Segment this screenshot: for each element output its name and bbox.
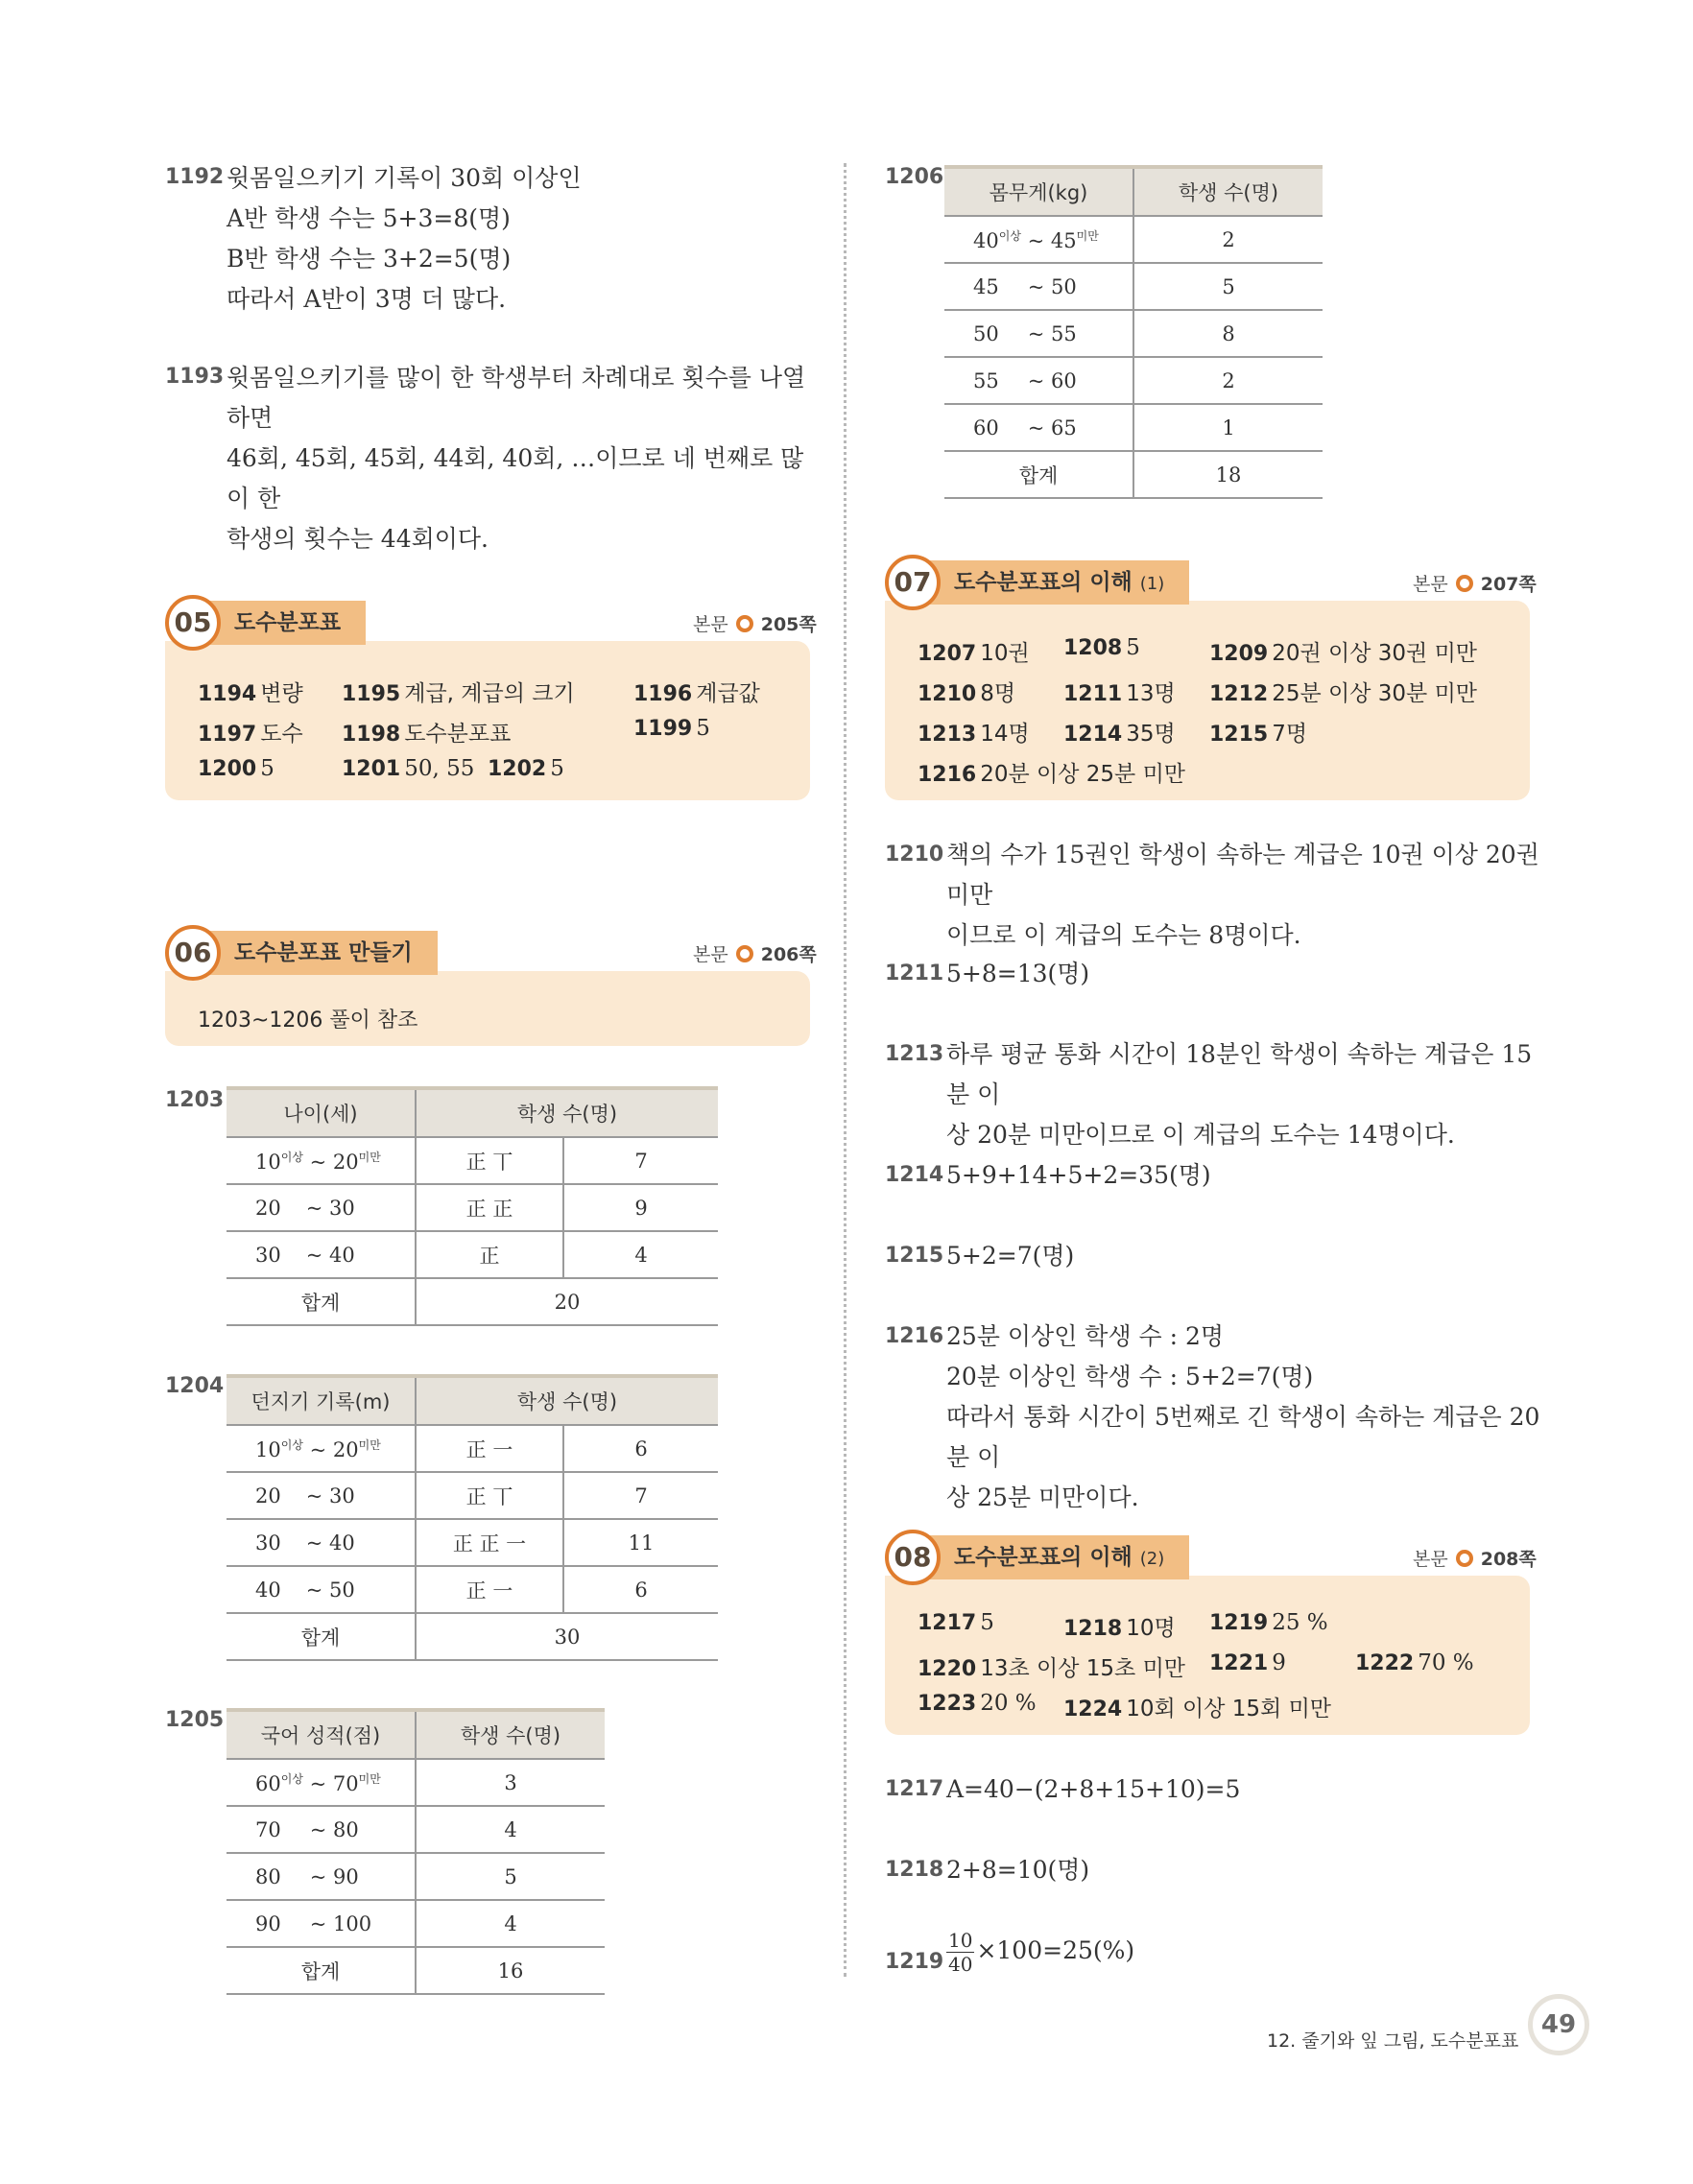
table-total-row <box>227 1278 718 1325</box>
answer-value: 14명 <box>980 722 1030 747</box>
table-row <box>944 357 1323 404</box>
class-interval: 20 ~ 30 <box>227 1184 416 1231</box>
solution-1193 <box>227 358 812 559</box>
answer-value: 5 <box>696 716 710 741</box>
table-row <box>227 1231 718 1278</box>
problem-number-1211: 1211 <box>885 961 944 985</box>
table-row <box>227 1853 605 1900</box>
frequency-cell: 1 <box>1133 404 1323 451</box>
class-interval: $60^{이상}$ ~ $70^{미만}$ <box>227 1759 416 1806</box>
answer-number: 1211 <box>1063 682 1123 706</box>
table-total-row <box>227 1947 605 1994</box>
class-interval: $10^{이상}$ ~ $20^{미만}$ <box>227 1137 416 1184</box>
solution-line: 학생의 횟수는 44회이다. <box>227 525 489 553</box>
total-label: 합계 <box>227 1278 416 1325</box>
class-interval: 45 ~ 50 <box>944 263 1133 310</box>
answer-number: 1222 <box>1355 1651 1415 1675</box>
solution-line: 윗몸일으키기를 많이 한 학생부터 차례대로 횟수를 나열하면 <box>227 364 806 432</box>
column-header: 학생 수(명) <box>416 1710 605 1759</box>
answer-number: 1195 <box>342 682 401 706</box>
answer-item <box>1209 1650 1286 1675</box>
answer-value: 25분 이상 30분 미만 <box>1272 681 1478 706</box>
total-label: 합계 <box>944 451 1133 498</box>
arrow-circle-icon <box>1456 575 1473 592</box>
answer-value: 계급, 계급의 크기 <box>404 681 575 706</box>
problem-number-1213: 1213 <box>885 1042 944 1066</box>
frequency-table-1203 <box>227 1086 718 1326</box>
answer-number: 1200 <box>198 757 257 781</box>
column-header: 학생 수(명) <box>1133 167 1323 216</box>
answer-value: 10회 이상 15회 미만 <box>1126 1697 1332 1721</box>
frequency-cell: 2 <box>1133 357 1323 404</box>
answer-item <box>918 1610 994 1635</box>
solution-1215 <box>946 1236 1074 1276</box>
solution-line: 윗몸일으키기 기록이 30회 이상인 <box>227 164 582 192</box>
answer-number: 1194 <box>198 682 257 706</box>
answer-number: 1217 <box>918 1611 977 1635</box>
table-row <box>227 1759 605 1806</box>
reference-page: 206쪽 <box>760 944 817 965</box>
page-reference-06 <box>693 940 817 966</box>
solution-line: 5+2=7(명) <box>946 1242 1075 1270</box>
reference-label: 본문 <box>1413 574 1448 595</box>
answer-value: 5 <box>550 756 564 781</box>
arrow-circle-icon <box>736 615 753 632</box>
frequency-cell: 7 <box>563 1137 718 1184</box>
frequency-cell: 7 <box>563 1472 718 1519</box>
tally-cell: 正 一 <box>416 1566 563 1613</box>
problem-number-1206: 1206 <box>885 165 944 189</box>
table-header-row <box>227 1088 718 1137</box>
class-interval: $40^{이상}$ ~ $45^{미만}$ <box>944 216 1133 263</box>
solution-line: 2+8=10(명) <box>946 1856 1090 1884</box>
answer-number: 1221 <box>1209 1651 1269 1675</box>
arrow-circle-icon <box>736 945 753 962</box>
frequency-cell: 11 <box>563 1519 718 1566</box>
class-interval: 80 ~ 90 <box>227 1853 416 1900</box>
answer-item <box>1063 1610 1176 1642</box>
solution-line: 하루 평균 통화 시간이 18분인 학생이 속하는 계급은 15분 이 <box>946 1040 1533 1108</box>
table-row <box>944 310 1323 357</box>
answer-item <box>918 756 1185 788</box>
column-header: 학생 수(명) <box>416 1376 718 1425</box>
answer-item <box>198 716 303 748</box>
answer-number: 1215 <box>1209 723 1269 747</box>
answer-value: 5 <box>260 756 274 781</box>
total-value: 18 <box>1133 451 1323 498</box>
solution-1218 <box>946 1850 1089 1890</box>
reference-label: 본문 <box>693 944 728 965</box>
solution-line: 25분 이상인 학생 수 : 2명 <box>946 1322 1225 1350</box>
problem-number-1210: 1210 <box>885 843 944 866</box>
total-label: 합계 <box>227 1613 416 1660</box>
solution-line: 5+8=13(명) <box>946 960 1090 987</box>
answer-number: 1216 <box>918 763 977 787</box>
problem-number-1219: 1219 <box>885 1950 944 1974</box>
total-value: 20 <box>416 1278 718 1325</box>
class-interval: 30 ~ 40 <box>227 1519 416 1566</box>
problem-number-1216: 1216 <box>885 1324 944 1348</box>
table-row <box>227 1425 718 1472</box>
answer-number: 1207 <box>918 642 977 666</box>
answer-item <box>1209 635 1477 667</box>
answer-value: 8명 <box>980 681 1016 706</box>
answer-item <box>918 635 1030 667</box>
answer-item <box>1063 676 1176 707</box>
frequency-cell: 3 <box>416 1759 605 1806</box>
solution-line: A반 학생 수는 5+3=8(명) <box>227 204 511 232</box>
reference-page: 207쪽 <box>1480 574 1537 595</box>
total-value: 30 <box>416 1613 718 1660</box>
reference-page: 208쪽 <box>1480 1549 1537 1570</box>
frequency-cell: 4 <box>416 1806 605 1853</box>
table-row <box>227 1519 718 1566</box>
page-number: 49 <box>1528 1994 1589 2055</box>
answer-value: 13초 이상 15초 미만 <box>980 1656 1186 1681</box>
answer-item <box>1063 635 1140 660</box>
class-interval: 50 ~ 55 <box>944 310 1133 357</box>
answer-number: 1223 <box>918 1692 977 1716</box>
solution-1192 <box>227 158 582 320</box>
answer-item <box>488 756 564 781</box>
section-number: 07 <box>885 555 941 610</box>
answer-item <box>1063 1691 1331 1722</box>
solution-line: 46회, 45회, 45회, 44회, 40회, …이므로 네 번째로 많이 한 <box>227 444 804 512</box>
answer-item <box>1063 716 1176 748</box>
class-interval: 55 ~ 60 <box>944 357 1133 404</box>
answer-number: 1213 <box>918 723 977 747</box>
frequency-cell: 6 <box>563 1425 718 1472</box>
answer-value: 13명 <box>1126 681 1176 706</box>
frequency-cell: 9 <box>563 1184 718 1231</box>
solution-line: 상 25분 미만이다. <box>946 1484 1139 1511</box>
answer-number: 1208 <box>1063 636 1123 660</box>
answer-value: 9 <box>1272 1650 1286 1675</box>
answer-item <box>342 716 511 748</box>
total-label: 합계 <box>227 1947 416 1994</box>
fraction <box>946 1929 974 1976</box>
column-header: 학생 수(명) <box>416 1088 718 1137</box>
solution-line: A=40−(2+8+15+10)=5 <box>946 1775 1241 1803</box>
problem-number-1217: 1217 <box>885 1777 944 1801</box>
section-title: 도수분포표 <box>194 601 366 645</box>
answer-value: 25 % <box>1272 1610 1328 1635</box>
column-header: 나이(세) <box>227 1088 416 1137</box>
table-row <box>944 216 1323 263</box>
table-row <box>227 1472 718 1519</box>
answer-number: 1199 <box>633 717 693 741</box>
answer-number: 1218 <box>1063 1617 1123 1641</box>
answer-value: 도수분포표 <box>404 722 512 747</box>
answer-number: 1212 <box>1209 682 1269 706</box>
answer-number: 1196 <box>633 682 693 706</box>
answer-item <box>633 676 760 707</box>
answer-value: 50, 55 <box>404 756 475 781</box>
solution-line: 따라서 A반이 3명 더 많다. <box>227 285 507 313</box>
answer-number: 1210 <box>918 682 977 706</box>
answer-value: 5 <box>980 1610 994 1635</box>
answer-value: 35명 <box>1126 722 1176 747</box>
answer-number: 1197 <box>198 723 257 747</box>
solution-1219 <box>946 1929 1134 1976</box>
frequency-cell: 4 <box>416 1900 605 1947</box>
solution-line: 5+9+14+5+2=35(명) <box>946 1161 1211 1189</box>
answer-value: 변량 <box>260 681 303 706</box>
problem-number-1192: 1192 <box>165 165 225 189</box>
answer-value: 20권 이상 30권 미만 <box>1272 641 1478 666</box>
table-header-row <box>227 1376 718 1425</box>
answer-value: 70 % <box>1418 1650 1474 1675</box>
answer-item <box>1209 716 1307 748</box>
problem-number-1205: 1205 <box>165 1708 225 1732</box>
solution-line: 상 20분 미만이므로 이 계급의 도수는 14명이다. <box>946 1121 1455 1149</box>
answer-item <box>1355 1650 1474 1675</box>
class-interval: 30 ~ 40 <box>227 1231 416 1278</box>
frequency-table-1204 <box>227 1374 718 1661</box>
solution-1211 <box>946 954 1089 994</box>
answer-number: 1224 <box>1063 1697 1123 1721</box>
reference-label: 본문 <box>693 614 728 635</box>
answer-item <box>342 756 474 781</box>
column-header: 몸무게(kg) <box>944 167 1133 216</box>
table-header-row <box>227 1710 605 1759</box>
answer-number: 1201 <box>342 757 401 781</box>
answer-item <box>918 676 1015 707</box>
answer-value: 5 <box>1126 635 1140 660</box>
column-divider <box>844 163 846 1977</box>
solution-line: 20분 이상인 학생 수 : 5+2=7(명) <box>946 1363 1314 1390</box>
table-row <box>227 1900 605 1947</box>
answer-item <box>633 716 710 741</box>
section-title: 도수분포표 만들기 <box>194 931 438 975</box>
answer-value: 10명 <box>1126 1616 1176 1641</box>
answer-value: 10권 <box>980 641 1030 666</box>
section-title: 도수분포표의 이해 (2) <box>914 1535 1189 1579</box>
answer-item <box>918 1650 1185 1682</box>
tally-cell: 正 <box>416 1231 563 1278</box>
answer-value: 도수 <box>260 722 303 747</box>
class-interval: 70 ~ 80 <box>227 1806 416 1853</box>
answer-value: 20분 이상 25분 미만 <box>980 762 1186 787</box>
class-interval: $10^{이상}$ ~ $20^{미만}$ <box>227 1425 416 1472</box>
frequency-cell: 6 <box>563 1566 718 1613</box>
page-reference-05 <box>693 610 817 636</box>
total-value: 16 <box>416 1947 605 1994</box>
section-number: 05 <box>165 595 221 651</box>
answer-item <box>198 756 274 781</box>
frequency-cell: 4 <box>563 1231 718 1278</box>
frequency-cell: 2 <box>1133 216 1323 263</box>
table-total-row <box>227 1613 718 1660</box>
column-header: 국어 성적(점) <box>227 1710 416 1759</box>
table-row <box>944 263 1323 310</box>
frequency-cell: 5 <box>416 1853 605 1900</box>
tally-cell: 正 正 一 <box>416 1519 563 1566</box>
problem-number-1214: 1214 <box>885 1163 944 1187</box>
table-row <box>227 1806 605 1853</box>
tally-cell: 正 丅 <box>416 1472 563 1519</box>
problem-number-1218: 1218 <box>885 1858 944 1882</box>
page-reference-07 <box>1413 570 1537 596</box>
numerator: 10 <box>948 1929 973 1952</box>
tally-cell: 正 一 <box>416 1425 563 1472</box>
reference-label: 본문 <box>1413 1549 1448 1570</box>
answer-item <box>1209 1610 1328 1635</box>
table-header-row <box>944 167 1323 216</box>
problem-number-1193: 1193 <box>165 365 225 389</box>
answer-number: 1209 <box>1209 642 1269 666</box>
section-note: 1203~1206 풀이 참조 <box>198 1009 418 1033</box>
frequency-table-1205 <box>227 1708 605 1995</box>
class-interval: 40 ~ 50 <box>227 1566 416 1613</box>
table-row <box>227 1137 718 1184</box>
answer-number: 1202 <box>488 757 547 781</box>
solution-1216 <box>946 1317 1541 1518</box>
frequency-cell: 5 <box>1133 263 1323 310</box>
answer-item <box>342 676 575 707</box>
solution-1217 <box>946 1769 1240 1810</box>
answer-item <box>1209 676 1477 707</box>
answer-value: 계급값 <box>696 681 760 706</box>
table-total-row <box>944 451 1323 498</box>
solution-line: 책의 수가 15권인 학생이 속하는 계급은 10권 이상 20권 미만 <box>946 841 1539 909</box>
solution-line: 이므로 이 계급의 도수는 8명이다. <box>946 921 1301 949</box>
section-title: 도수분포표의 이해 (1) <box>914 560 1189 605</box>
reference-page: 205쪽 <box>760 614 817 635</box>
problem-number-1203: 1203 <box>165 1088 225 1112</box>
solution-line: 따라서 통화 시간이 5번째로 긴 학생이 속하는 계급은 20분 이 <box>946 1403 1540 1471</box>
column-header: 던지기 기록(m) <box>227 1376 416 1425</box>
tally-cell: 正 正 <box>416 1184 563 1231</box>
table-row <box>227 1184 718 1231</box>
answer-item <box>198 676 303 707</box>
answer-number: 1214 <box>1063 723 1123 747</box>
class-interval: 60 ~ 65 <box>944 404 1133 451</box>
page-reference-08 <box>1413 1545 1537 1571</box>
answer-item <box>918 1691 1037 1716</box>
table-row <box>227 1566 718 1613</box>
class-interval: 90 ~ 100 <box>227 1900 416 1947</box>
answer-number: 1219 <box>1209 1611 1269 1635</box>
denominator: 40 <box>948 1953 973 1976</box>
answer-value: 20 % <box>980 1691 1037 1716</box>
answer-value: 7명 <box>1272 722 1308 747</box>
tally-cell: 正 丅 <box>416 1137 563 1184</box>
solution-rest: ×100=25(%) <box>976 1936 1135 1964</box>
solution-line: B반 학생 수는 3+2=5(명) <box>227 245 512 273</box>
section-number: 06 <box>165 925 221 981</box>
solution-1214 <box>946 1155 1211 1196</box>
frequency-cell: 8 <box>1133 310 1323 357</box>
class-interval: 20 ~ 30 <box>227 1472 416 1519</box>
chapter-footer: 12. 줄기와 잎 그림, 도수분포표 <box>1267 2030 1519 2052</box>
arrow-circle-icon <box>1456 1550 1473 1567</box>
solution-1210 <box>946 835 1541 956</box>
problem-number-1215: 1215 <box>885 1244 944 1268</box>
answer-number: 1198 <box>342 723 401 747</box>
answer-number: 1220 <box>918 1657 977 1681</box>
table-row <box>944 404 1323 451</box>
solution-1213 <box>946 1034 1541 1155</box>
problem-number-1204: 1204 <box>165 1374 225 1398</box>
section-number: 08 <box>885 1530 941 1585</box>
frequency-table-1206 <box>944 165 1323 499</box>
answer-item <box>918 716 1030 748</box>
